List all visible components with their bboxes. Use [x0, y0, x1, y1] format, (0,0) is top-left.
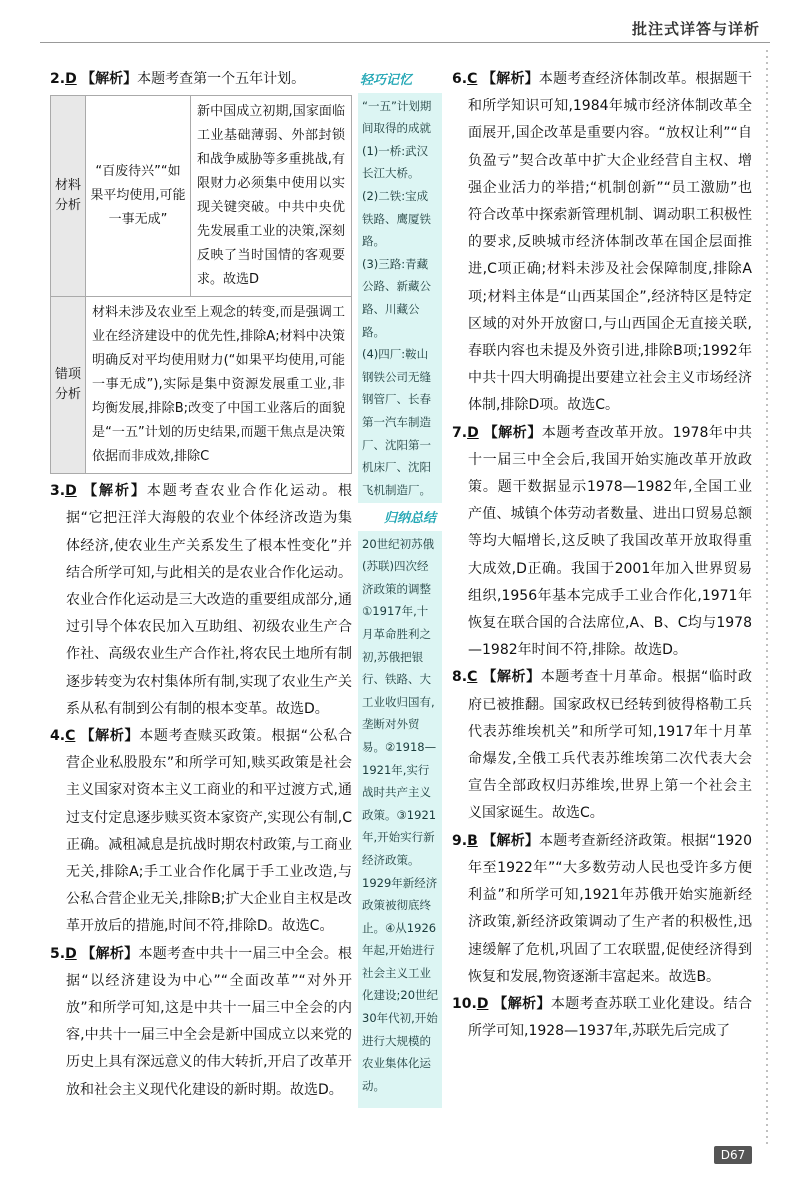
row1-body: 新中国成立初期,国家面临工业基础薄弱、外部封锁和战争威胁等多重挑战,有限财力必须集中使用以实现关键突破。中共中央优先发展重工业的决策,深刻反映了当时国情的客观要求。故选D: [191, 96, 352, 297]
left-column: [50, 66, 352, 1104]
q4-answer: C: [65, 728, 76, 745]
q10-block: 10.D 【解析】本题考查苏联工业化建设。结合所学可知,1928—1937年,苏联先后完成了: [452, 995, 753, 1040]
q7-answer: D: [467, 424, 479, 441]
q5-block: 5.D 【解析】本题考查中共十一届三中全会。根据“以经济建设为中心”“全面改革”“对外开放”和所学可知,这是中共十一届三中全会的内容,中共十一届三中全会是新中国成立以来党的历史上具有深远意义的伟大转折,开启了改革开放和社会主义现代化建设的新时期。故选D。: [50, 945, 353, 1098]
right-column: [452, 66, 752, 1045]
q9-block: 9.B 【解析】本题考查新经济政策。根据“1920年至1922年”“大多数劳动人民也受许多方便利益”和所学可知,1921年苏俄开始实施新经济政策,新经济政策调动了生产者的积极性,迅速缓解了危机,巩固了工农联盟,促使经济得到恢复和发展,物资逐渐丰富起来。故选B。: [452, 832, 752, 985]
sidebar-summary-title: 归纳总结: [358, 508, 442, 531]
page-header: [0, 0, 800, 62]
sidebar-summary-text: 20世纪初苏俄(苏联)四次经济政策的调整 ①1917年,十月革命胜利之初,苏俄把银行、铁路、大工业收归国有,垄断对外贸易。②1918—1921年,实行战时共产主义政策。③1921年,开始实行新经济政策。1929年新经济政策被彻底终止。④从1926年起,开始进行社会主义工业化建设;20世纪30年代初,开始进行大规模的农业集体化运动。: [362, 536, 439, 1093]
q10-answer: D: [476, 995, 489, 1012]
q3-answer: D: [65, 483, 77, 500]
sidebar-memory: [358, 70, 442, 497]
header-rule: [40, 42, 770, 43]
sidebar-summary: [358, 508, 442, 1108]
q2-answer: D: [65, 71, 77, 87]
row1-label: 材料分析: [51, 96, 86, 297]
q3-block: 3.D 【解析】本题考查农业合作化运动。根据“它把汪洋大海般的农业个体经济改造为集体经济,使农业生产关系发生了根本性变化”并结合所学可知,与此相关的是农业合作化运动。农业合作化运动是三大改造的重要组成部分,通过引导个体农民加入互助组、初级农业生产合作社、高级农业生产合作社,将农民土地所有制逐步转变为农村集体所有制,实现了农业生产关系从私有制到公有制的根本变革。故选D。: [50, 483, 353, 717]
q5-answer: D: [65, 945, 77, 962]
sidebar-memory-title: 轻巧记忆: [360, 73, 413, 88]
row1-quote: “百废待兴”“如果平均使用,可能一事无成”: [86, 96, 191, 297]
q8-block: 8.C 【解析】本题考查十月革命。根据“临时政府已被推翻。国家政权已经转到彼得格勒工兵代表苏维埃机关”和所学可知,1917年十月革命爆发,全俄工兵代表苏维埃第二次代表大会宣告全部政权归苏维埃,世界上第一个社会主义国家诞生。故选C。: [452, 669, 752, 822]
q6-block: 6.C 【解析】本题考查经济体制改革。根据题干和所学知识可知,1984年城市经济体制改革全面展开,国企改革是重要内容。“放权让利”“自负盈亏”契合改革中扩大企业经营自主权、增强企业活力的举措;“机制创新”“员工激励”也符合改革中探索新管理机制、调动职工积极性的要求,反映城市经济体制改革在国企层面推进,C项正确;材料未涉及社会保障制度,排除A项;材料主体是“山西某国企”,经济特区是特定区域的对外开放窗口,与山西国企无直接关联,春联内容也未提及外资引进,排除B项;1992年中共十四大明确提出要建立社会主义市场经济体制,排除D项。故选C。: [452, 71, 753, 414]
sidebar-memory-box: “一五”计划期间取得的成就 (1)一桥:武汉长江大桥。 (2)二铁:宝成铁路、鹰厦铁路。 (3)三路:青藏公路、新藏公路、川藏公路。 (4)四厂:鞍山钢铁公司无缝钢管厂、长春第一汽车制造厂、沈阳第一机床厂、沈阳飞机制造厂。: [358, 93, 442, 504]
page-number: D67: [714, 1146, 752, 1164]
q6-answer: C: [467, 71, 478, 87]
row2-label: 错项分析: [51, 297, 86, 474]
q2-analysis-table: [50, 95, 352, 474]
q8-answer: C: [467, 669, 478, 686]
header-title: 批注式详答与详析: [631, 20, 760, 38]
q7-block: 7.D 【解析】本题考查改革开放。1978年中共十一届三中全会后,我国开始实施改革开放政策。题干数据显示1978—1982年,全国工业产值、城镇个体劳动者数量、进出口贸易总额等均大幅增长,这反映了我国改革开放取得重大成效,D正确。我国于2001年加入世界贸易组织,1956年基本完成手工业合作化,1971年恢复在联合国的合法席位,A、B、C均与1978—1982年时间不符,排除。故选D。: [452, 424, 752, 659]
row2-body: 材料未涉及农业至上观念的转变,而是强调工业在经济建设中的优先性,排除A;材料中决策明确反对平均使用财力(“如果平均使用,可能一事无成”),实际是集中资源发展重工业,非均衡发展,排除B;改变了中国工业落后的面貌是“一五”计划的历史结果,而题干焦点是决策依据而非成效,排除C: [86, 297, 352, 474]
q2-intro: 2.D 【解析】本题考查第一个五年计划。: [50, 71, 306, 87]
q9-answer: B: [467, 832, 478, 849]
page-edge-dots: [764, 48, 770, 1148]
q4-block: 4.C 【解析】本题考查赎买政策。根据“公私合营企业私股股东”和所学可知,赎买政策是社会主义国家对资本主义工商业的和平过渡方式,通过支付定息逐步赎买资本家资产,实现公有制,C正确。减租减息是抗战时期农村政策,与工商业无关,排除A;手工业合作化属于手工业改造,与公私合营企业无关,排除B;扩大企业自主权是改革开放后的措施,时间不符,排除D。故选C。: [50, 728, 353, 935]
